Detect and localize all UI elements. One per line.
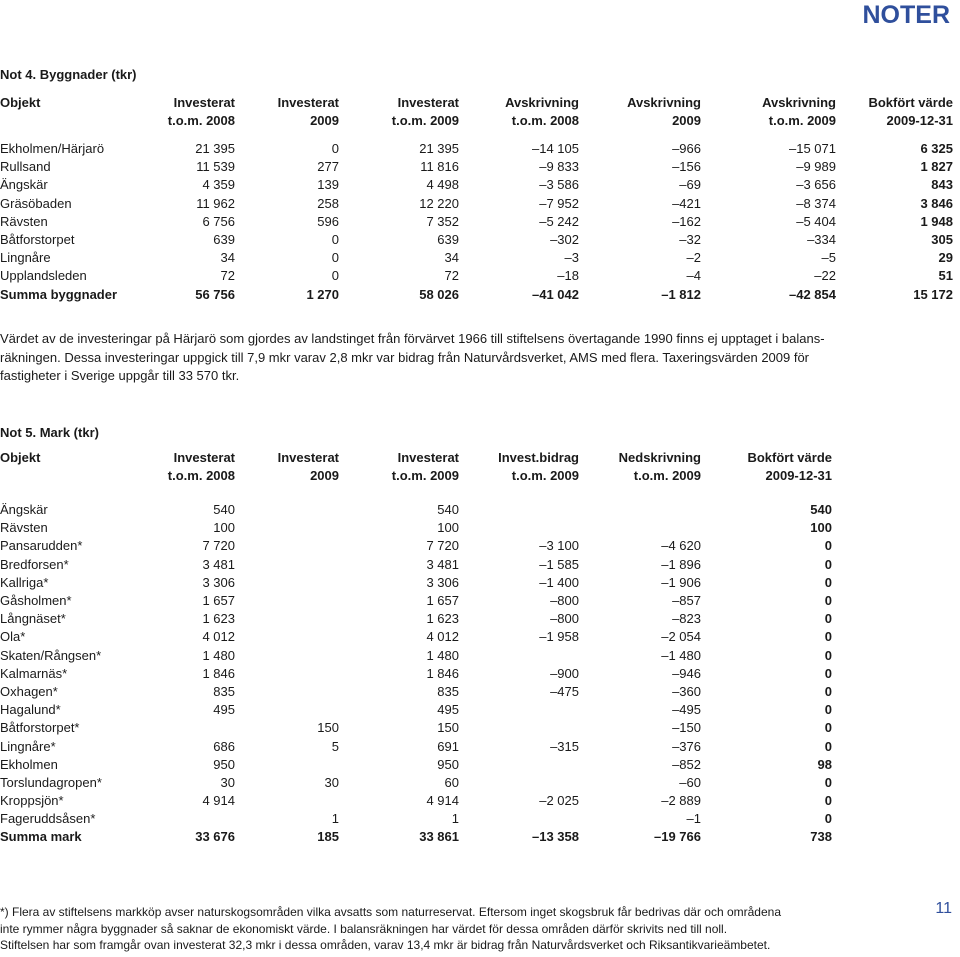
t4-col-header — [579, 94, 701, 130]
column-label: Bokfört värde — [747, 450, 832, 465]
cell-value: 4 914 — [202, 793, 235, 809]
cell-value: –475 — [550, 683, 579, 699]
table-row — [0, 792, 832, 810]
cell-value: –334 — [807, 232, 836, 248]
table-row — [0, 610, 832, 628]
cell-value: 1 623 — [426, 611, 459, 627]
cell-value: 305 — [931, 232, 953, 248]
table-row — [0, 195, 953, 213]
cell-value — [459, 701, 579, 719]
table-row — [0, 176, 953, 194]
cell-value: 540 — [437, 502, 459, 518]
t4-col-header — [235, 94, 339, 130]
cell-value — [235, 556, 339, 574]
column-label: Avskrivning — [505, 95, 579, 110]
cell-value: –1 585 — [539, 556, 579, 572]
column-label: Objekt — [0, 95, 41, 110]
cell-value: –18 — [557, 268, 579, 284]
cell-value: –800 — [550, 593, 579, 609]
summary-row — [0, 286, 953, 304]
cell-value — [235, 683, 339, 701]
table-row — [0, 213, 953, 231]
cell-value — [130, 719, 235, 737]
cell-value: –852 — [672, 756, 701, 772]
cell-value — [235, 610, 339, 628]
cell-value: 6 325 — [920, 141, 953, 157]
cell-value: 0 — [824, 720, 832, 736]
column-sublabel: 2009 — [310, 113, 339, 128]
cell-value: –41 042 — [532, 286, 579, 302]
table-row — [0, 737, 832, 755]
note4-heading: Not 4. Byggnader (tkr) — [0, 67, 137, 82]
cell-value: –1 400 — [539, 574, 579, 590]
cell-value: –315 — [550, 738, 579, 754]
cell-value: 1 657 — [426, 593, 459, 609]
note4-paragraph — [0, 330, 950, 386]
cell-value: 835 — [213, 683, 235, 699]
cell-value — [235, 574, 339, 592]
cell-value: 596 — [317, 213, 339, 229]
cell-value: –1 812 — [661, 286, 701, 302]
cell-value: –1 906 — [661, 574, 701, 590]
column-sublabel: 2009 — [672, 113, 701, 128]
cell-value: 4 914 — [426, 793, 459, 809]
row-label: Båtforstorpet — [0, 232, 75, 248]
cell-value: 100 — [213, 520, 235, 536]
cell-value: 540 — [810, 502, 832, 518]
cell-value: 1 846 — [426, 665, 459, 681]
column-sublabel: 2009-12-31 — [886, 113, 953, 128]
text-line: fastigheter i Sverige uppgår till 33 570 tkr. — [0, 368, 240, 383]
t5-col-header — [235, 449, 339, 485]
cell-value: 639 — [213, 232, 235, 248]
cell-value: –13 358 — [532, 829, 579, 845]
t4-col-header — [339, 94, 459, 130]
table-row — [0, 647, 832, 665]
cell-value: 1 270 — [306, 286, 339, 302]
table-row — [0, 519, 832, 537]
cell-value: 0 — [824, 593, 832, 609]
t4-col-header — [459, 94, 579, 130]
cell-value: –15 071 — [789, 141, 836, 157]
cell-value — [459, 774, 579, 792]
cell-value: 3 846 — [920, 195, 953, 211]
cell-value — [235, 592, 339, 610]
cell-value: –900 — [550, 665, 579, 681]
cell-value: 835 — [437, 683, 459, 699]
table-row — [0, 556, 832, 574]
cell-value: –2 889 — [661, 793, 701, 809]
cell-value: 686 — [213, 738, 235, 754]
t4-col-header — [836, 94, 953, 130]
cell-value: 7 352 — [426, 213, 459, 229]
cell-value: 0 — [824, 811, 832, 827]
cell-value: –3 586 — [539, 177, 579, 193]
table-row — [0, 537, 832, 555]
cell-value: 139 — [317, 177, 339, 193]
cell-value — [235, 701, 339, 719]
table-row — [0, 158, 953, 176]
row-label: Rävsten — [0, 520, 48, 536]
cell-value: –1 480 — [661, 647, 701, 663]
cell-value — [235, 665, 339, 683]
cell-value: –2 054 — [661, 629, 701, 645]
cell-value: –946 — [672, 665, 701, 681]
table-row — [0, 756, 832, 774]
row-label: Summa mark — [0, 829, 82, 845]
cell-value: –60 — [679, 774, 701, 790]
cell-value: –800 — [550, 611, 579, 627]
cell-value: 1 480 — [202, 647, 235, 663]
cell-value — [459, 719, 579, 737]
cell-value — [235, 537, 339, 555]
cell-value — [235, 756, 339, 774]
cell-value: 0 — [824, 611, 832, 627]
table-row — [0, 719, 832, 737]
cell-value: 0 — [824, 683, 832, 699]
cell-value: 0 — [331, 232, 339, 248]
cell-value: 1 480 — [426, 647, 459, 663]
cell-value: 0 — [824, 556, 832, 572]
column-sublabel: t.o.m. 2008 — [167, 113, 235, 128]
cell-value: –7 952 — [539, 195, 579, 211]
cell-value: 1 — [451, 811, 459, 827]
row-label: Skaten/Rångsen* — [0, 647, 102, 663]
cell-value: 1 657 — [202, 593, 235, 609]
table-row — [0, 683, 832, 701]
column-label: Investerat — [397, 450, 459, 465]
cell-value: 60 — [444, 774, 459, 790]
footnote — [0, 904, 910, 954]
cell-value: 98 — [817, 756, 832, 772]
table-row — [0, 774, 832, 792]
cell-value: 3 306 — [426, 574, 459, 590]
cell-value: –1 — [686, 811, 701, 827]
text-line: Värdet av de investeringar på Härjarö som gjordes av landstinget från förvärvet 1966 till stiftelsens övertagande 1990 finns ej upptaget i balans- — [0, 331, 825, 346]
row-label: Summa byggnader — [0, 286, 118, 302]
cell-value — [459, 501, 579, 519]
t5-col-header — [579, 449, 701, 485]
text-line: Stiftelsen har som framgår ovan investerat 32,3 mkr i dessa områden, varav 13,4 mkr är bidrag från Naturvårdsverket och Riksantikvarieämbetet. — [0, 938, 771, 952]
cell-value — [459, 756, 579, 774]
column-label: Investerat — [277, 450, 339, 465]
cell-value: –302 — [550, 232, 579, 248]
t5-col-header — [701, 449, 832, 485]
cell-value: 4 012 — [426, 629, 459, 645]
cell-value: 0 — [824, 738, 832, 754]
cell-value — [235, 501, 339, 519]
row-label: Kroppsjön* — [0, 793, 64, 809]
column-sublabel: t.o.m. 2008 — [167, 468, 235, 483]
cell-value: 0 — [331, 141, 339, 157]
column-sublabel: t.o.m. 2009 — [511, 468, 579, 483]
column-sublabel: t.o.m. 2009 — [391, 468, 459, 483]
table-row — [0, 628, 832, 646]
cell-value: –4 — [686, 268, 701, 284]
row-label: Upplandsleden — [0, 268, 87, 284]
cell-value: –2 025 — [539, 793, 579, 809]
cell-value: 843 — [931, 177, 953, 193]
cell-value — [459, 647, 579, 665]
t4-col-header — [0, 94, 130, 130]
cell-value: –1 958 — [539, 629, 579, 645]
row-label: Ekholmen/Härjarö — [0, 141, 105, 157]
column-label: Avskrivning — [762, 95, 836, 110]
row-label: Rullsand — [0, 159, 51, 175]
cell-value: 0 — [824, 574, 832, 590]
column-label: Investerat — [277, 95, 339, 110]
cell-value: 15 172 — [913, 286, 953, 302]
cell-value: 277 — [317, 159, 339, 175]
cell-value: 7 720 — [426, 538, 459, 554]
cell-value — [235, 628, 339, 646]
cell-value: 4 012 — [202, 629, 235, 645]
cell-value: –156 — [672, 159, 701, 175]
row-label: Pansarudden* — [0, 538, 83, 554]
cell-value: 0 — [824, 774, 832, 790]
cell-value: 3 481 — [202, 556, 235, 572]
cell-value: –5 404 — [796, 213, 836, 229]
table-row — [0, 592, 832, 610]
cell-value: 21 395 — [419, 141, 459, 157]
cell-value: 0 — [331, 268, 339, 284]
cell-value: 0 — [824, 629, 832, 645]
text-line: *) Flera av stiftelsens markköp avser naturskogsområden vilka avsatts som naturreservat. Eftersom inget skogsbruk får bedrivas där och områdena — [0, 905, 782, 919]
column-label: Nedskrivning — [618, 450, 701, 465]
column-sublabel: t.o.m. 2009 — [391, 113, 459, 128]
cell-value — [130, 810, 235, 828]
row-label: Gräsöbaden — [0, 195, 72, 211]
row-label: Kallriga* — [0, 574, 49, 590]
cell-value: 150 — [437, 720, 459, 736]
cell-value: 100 — [810, 520, 832, 536]
summary-row — [0, 828, 832, 846]
note5-table — [0, 449, 832, 847]
column-sublabel: t.o.m. 2008 — [511, 113, 579, 128]
cell-value: 1 — [331, 811, 339, 827]
cell-value — [235, 647, 339, 665]
cell-value: 33 676 — [195, 829, 235, 845]
cell-value: –376 — [672, 738, 701, 754]
cell-value: –3 656 — [796, 177, 836, 193]
cell-value: 950 — [437, 756, 459, 772]
cell-value: 185 — [317, 829, 339, 845]
cell-value — [235, 519, 339, 537]
cell-value: –69 — [679, 177, 701, 193]
cell-value: –5 — [821, 250, 836, 266]
cell-value: 7 720 — [202, 538, 235, 554]
row-label: Ola* — [0, 629, 26, 645]
cell-value: 4 359 — [202, 177, 235, 193]
cell-value: 495 — [437, 702, 459, 718]
column-label: Avskrivning — [627, 95, 701, 110]
cell-value: 540 — [213, 502, 235, 518]
page-number: 11 — [935, 900, 952, 917]
cell-value: 0 — [824, 702, 832, 718]
row-label: Långnäset* — [0, 611, 66, 627]
table-row — [0, 231, 953, 249]
t5-col-header — [459, 449, 579, 485]
row-label: Ekholmen — [0, 756, 58, 772]
cell-value: 29 — [938, 250, 953, 266]
section-title: NOTER — [862, 1, 950, 29]
cell-value: 11 962 — [196, 195, 235, 211]
row-label: Ängskär — [0, 177, 48, 193]
column-sublabel: t.o.m. 2009 — [768, 113, 836, 128]
cell-value: 150 — [317, 720, 339, 736]
column-label: Invest.bidrag — [498, 450, 579, 465]
cell-value: –2 — [686, 250, 701, 266]
cell-value: –9 989 — [796, 159, 836, 175]
cell-value: 5 — [331, 738, 339, 754]
cell-value: –823 — [672, 611, 701, 627]
row-label: Båtforstorpet* — [0, 720, 80, 736]
t5-col-header — [130, 449, 235, 485]
cell-value: –19 766 — [654, 829, 701, 845]
table-row — [0, 249, 953, 267]
column-label: Bokfört värde — [868, 95, 953, 110]
cell-value: 1 827 — [920, 159, 953, 175]
cell-value: –1 896 — [661, 556, 701, 572]
table-row — [0, 501, 832, 519]
cell-value: 639 — [437, 232, 459, 248]
cell-value: 3 306 — [202, 574, 235, 590]
table-row — [0, 574, 832, 592]
cell-value: –14 105 — [532, 141, 579, 157]
row-label: Gåsholmen* — [0, 593, 72, 609]
row-label: Oxhagen* — [0, 683, 58, 699]
cell-value — [459, 519, 579, 537]
cell-value: 0 — [824, 665, 832, 681]
cell-value: –3 100 — [539, 538, 579, 554]
row-label: Hagalund* — [0, 702, 61, 718]
spacer-row — [0, 130, 953, 140]
column-label: Objekt — [0, 450, 41, 465]
cell-value: 34 — [220, 250, 235, 266]
cell-value: 21 395 — [195, 141, 235, 157]
spacer-row — [0, 485, 832, 501]
cell-value: 34 — [444, 250, 459, 266]
cell-value: 56 756 — [195, 286, 235, 302]
cell-value: 258 — [317, 195, 339, 211]
row-label: Torslundagropen* — [0, 774, 102, 790]
table-row — [0, 665, 832, 683]
cell-value: 72 — [220, 268, 235, 284]
cell-value: 0 — [331, 250, 339, 266]
column-sublabel: 2009 — [310, 468, 339, 483]
cell-value: 12 220 — [419, 195, 459, 211]
cell-value: 1 623 — [202, 611, 235, 627]
column-sublabel: 2009-12-31 — [765, 468, 832, 483]
cell-value: –162 — [672, 213, 701, 229]
row-label: Kalmarnäs* — [0, 665, 68, 681]
cell-value: 51 — [938, 268, 953, 284]
t4-col-header — [130, 94, 235, 130]
note4-header-row — [0, 94, 953, 130]
row-label: Lingnåre — [0, 250, 51, 266]
table-row — [0, 701, 832, 719]
cell-value: 1 948 — [920, 213, 953, 229]
cell-value: –3 — [564, 250, 579, 266]
row-label: Fageruddsåsen* — [0, 811, 96, 827]
row-label: Bredforsen* — [0, 556, 69, 572]
cell-value: 495 — [213, 702, 235, 718]
cell-value: 33 861 — [419, 829, 459, 845]
cell-value: –5 242 — [539, 213, 579, 229]
cell-value — [459, 810, 579, 828]
cell-value: –495 — [672, 702, 701, 718]
cell-value: –22 — [814, 268, 836, 284]
cell-value: 0 — [824, 647, 832, 663]
cell-value: 58 026 — [419, 286, 459, 302]
cell-value: 100 — [437, 520, 459, 536]
column-sublabel: t.o.m. 2009 — [633, 468, 701, 483]
cell-value: 72 — [444, 268, 459, 284]
cell-value: 3 481 — [426, 556, 459, 572]
cell-value — [579, 501, 701, 519]
cell-value: –9 833 — [539, 159, 579, 175]
row-label: Lingnåre* — [0, 738, 56, 754]
row-label: Rävsten — [0, 213, 48, 229]
note5-header-row — [0, 449, 832, 485]
table-row — [0, 810, 832, 828]
cell-value: –42 854 — [789, 286, 836, 302]
cell-value: 0 — [824, 793, 832, 809]
cell-value: 11 816 — [420, 159, 459, 175]
cell-value: 11 539 — [196, 159, 235, 175]
column-label: Investerat — [397, 95, 459, 110]
cell-value: –8 374 — [796, 195, 836, 211]
cell-value: 30 — [220, 774, 235, 790]
cell-value: 950 — [213, 756, 235, 772]
cell-value: –966 — [672, 141, 701, 157]
cell-value: –32 — [679, 232, 701, 248]
column-label: Investerat — [173, 95, 235, 110]
text-line: inte rymmer några byggnader så saknar de ekonomiskt värde. I balansräkningen har värdet för dessa områden därför skrivits ned till noll. — [0, 921, 728, 936]
column-label: Investerat — [173, 450, 235, 465]
cell-value: 1 846 — [202, 665, 235, 681]
cell-value: 4 498 — [426, 177, 459, 193]
note5-heading: Not 5. Mark (tkr) — [0, 425, 99, 440]
cell-value: –150 — [672, 720, 701, 736]
cell-value — [579, 519, 701, 537]
cell-value: 0 — [824, 538, 832, 554]
table-row — [0, 140, 953, 158]
cell-value: –421 — [672, 195, 701, 211]
table-row — [0, 267, 953, 285]
note4-table — [0, 94, 953, 304]
row-label: Ängskär — [0, 502, 48, 518]
cell-value: –4 620 — [661, 538, 701, 554]
cell-value: 6 756 — [202, 213, 235, 229]
cell-value — [235, 792, 339, 810]
t5-col-header — [339, 449, 459, 485]
cell-value: –360 — [672, 683, 701, 699]
text-line: räkningen. Dessa investeringar uppgick till 7,9 mkr varav 2,8 mkr var bidrag från Naturvårdsverket, AMS med flera. Taxeringsvärden 2009 för — [0, 349, 810, 365]
cell-value: 738 — [810, 829, 832, 845]
cell-value: –857 — [672, 593, 701, 609]
t4-col-header — [701, 94, 836, 130]
cell-value: 691 — [437, 738, 459, 754]
cell-value: 30 — [324, 774, 339, 790]
t5-col-header — [0, 449, 130, 485]
